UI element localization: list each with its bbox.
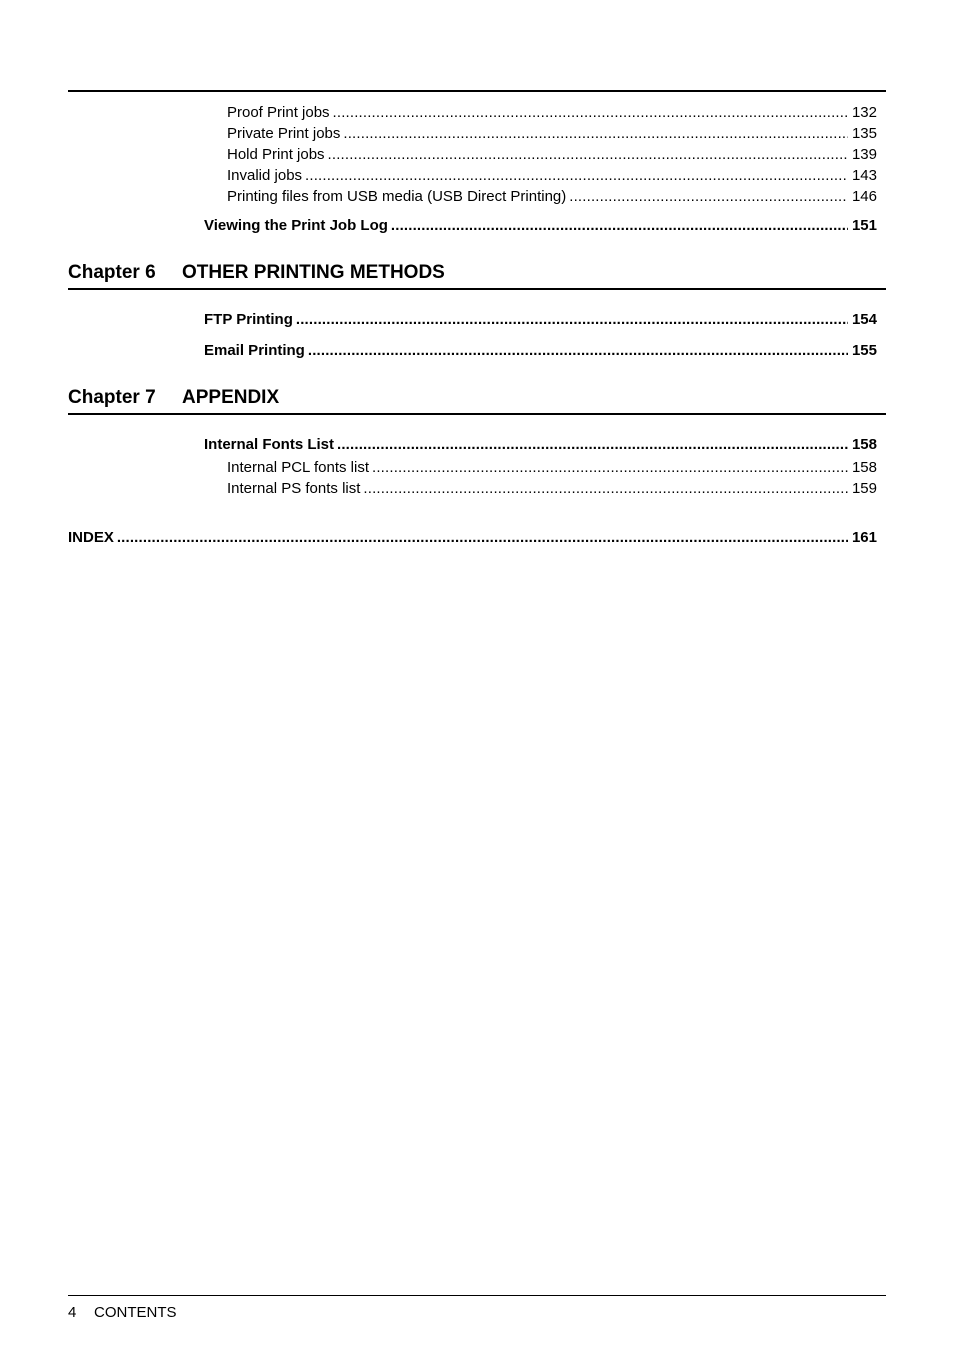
dot-leader [363, 480, 848, 497]
toc-entry-usb-direct-printing[interactable] [227, 188, 877, 205]
toc-entry-page: 132 [851, 104, 877, 121]
dot-leader [308, 342, 848, 359]
chapter-title: APPENDIX [182, 387, 280, 408]
toc-entry-internal-ps-fonts[interactable] [227, 480, 877, 497]
footer-rule [68, 1295, 886, 1296]
chapter-number: Chapter 7 [68, 387, 156, 408]
dot-leader [372, 459, 848, 476]
chapter-title: OTHER PRINTING METHODS [182, 262, 445, 283]
toc-entry-page: 161 [851, 529, 877, 546]
toc-entry-hold-print-jobs[interactable] [227, 146, 877, 163]
toc-entry-email-printing[interactable] [204, 342, 877, 359]
toc-entry-title: Invalid jobs [227, 167, 303, 184]
dot-leader [305, 167, 848, 184]
toc-entry-page: 158 [851, 459, 877, 476]
chapter-6-rule [68, 288, 886, 290]
toc-entry-title: INDEX [68, 529, 114, 546]
toc-entry-title: Email Printing [204, 342, 305, 359]
dot-leader [569, 188, 848, 205]
footer-label: CONTENTS [94, 1304, 177, 1321]
toc-entry-page: 139 [851, 146, 877, 163]
dot-leader [296, 311, 848, 328]
chapter-7-heading [68, 387, 279, 409]
toc-entry-ftp-printing[interactable] [204, 311, 877, 328]
toc-entry-index[interactable] [68, 529, 877, 546]
toc-entry-title: Internal PCL fonts list [227, 459, 370, 476]
toc-entry-print-job-log[interactable] [204, 217, 877, 234]
dot-leader [328, 146, 848, 163]
toc-entry-title: Internal PS fonts list [227, 480, 361, 497]
toc-entry-page: 146 [851, 188, 877, 205]
dot-leader [333, 104, 848, 121]
toc-entry-internal-pcl-fonts[interactable] [227, 459, 877, 476]
chapter-7-rule [68, 413, 886, 415]
toc-entry-invalid-jobs[interactable] [227, 167, 877, 184]
toc-entry-title: Private Print jobs [227, 125, 341, 142]
toc-entry-title: Printing files from USB media (USB Direct Printing) [227, 188, 567, 205]
dot-leader [343, 125, 848, 142]
toc-entry-proof-print-jobs[interactable] [227, 104, 877, 121]
dot-leader [391, 217, 848, 234]
toc-entry-page: 143 [851, 167, 877, 184]
toc-entry-internal-fonts-list[interactable] [204, 436, 877, 453]
top-rule [68, 90, 886, 92]
toc-entry-title: Proof Print jobs [227, 104, 330, 121]
dot-leader [337, 436, 848, 453]
chapter-number: Chapter 6 [68, 262, 156, 283]
footer-page-number: 4 [68, 1304, 77, 1321]
toc-entry-private-print-jobs[interactable] [227, 125, 877, 142]
toc-entry-title: Viewing the Print Job Log [204, 217, 388, 234]
toc-entry-page: 155 [851, 342, 877, 359]
toc-entry-page: 151 [851, 217, 877, 234]
toc-entry-page: 159 [851, 480, 877, 497]
chapter-6-heading [68, 262, 445, 284]
toc-entry-page: 158 [851, 436, 877, 453]
page-footer [68, 1304, 177, 1321]
toc-entry-title: Hold Print jobs [227, 146, 325, 163]
dot-leader [117, 529, 848, 546]
toc-entry-page: 154 [851, 311, 877, 328]
toc-entry-title: Internal Fonts List [204, 436, 335, 453]
toc-entry-title: FTP Printing [204, 311, 293, 328]
toc-entry-page: 135 [851, 125, 877, 142]
